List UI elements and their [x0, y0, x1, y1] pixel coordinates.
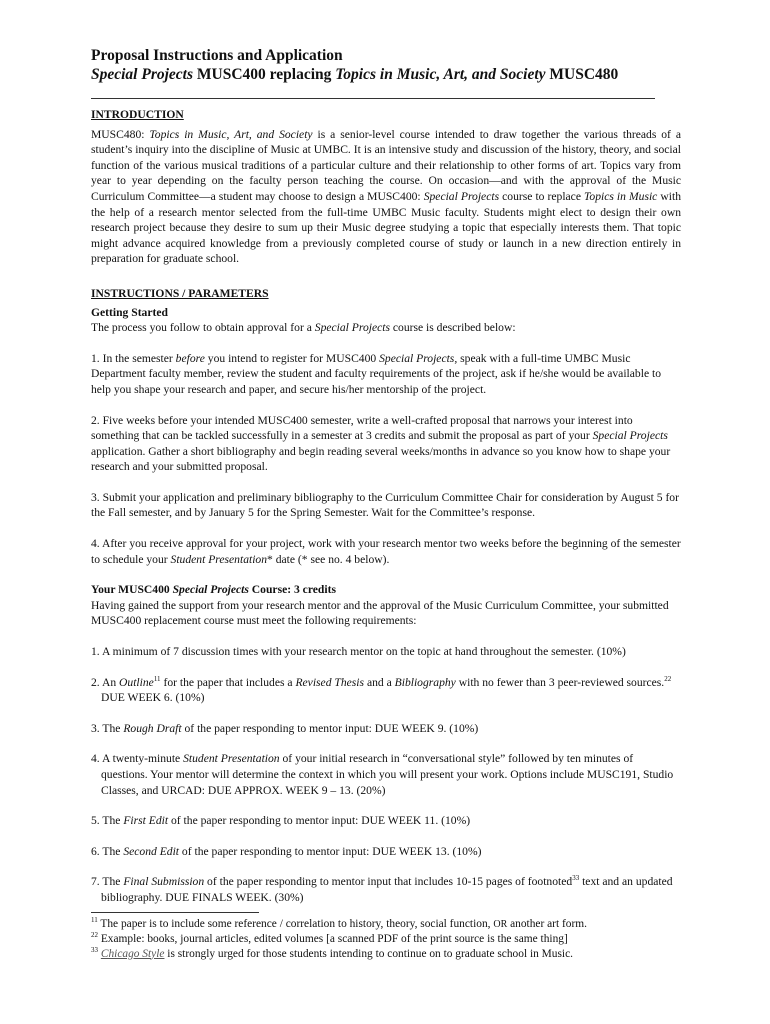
requirement-1: 1. A minimum of 7 discussion times with your research mentor on the topic at hand throughout the semester. (10%) [91, 645, 626, 659]
step-2: 2. Five weeks before your intended MUSC400 semester, write a well-crafted proposal that narrows your interest into something that can be tackled successfully in a semester at 3 credits and submit the proposal as part of your Special Projects application. Gather a short bibliography and begin reading several weeks/months in advance so you know how to shape your research and your submitted proposal. [91, 413, 671, 474]
intro-heading: INTRODUCTION [91, 108, 184, 121]
step-4: 4. After you receive approval for your project, work with your research mentor two weeks before the beginning of the semester to schedule your Student Presentation* date (* see no. 4 below). [91, 537, 681, 566]
requirement-4: 4. A twenty-minute Student Presentation of your initial research in “conversational style” followed by ten minutes of questions. Your mentor will determine the context in which you will present your work. Options include MUSC191, Studio Classes, and URCAD: DUE APPROX. WEEK 9 – 13. (20%) [91, 752, 674, 797]
title-divider [91, 98, 655, 99]
footnote-2: $^{22}$ Example: books, journal articles, edited volumes [a scanned PDF of the print source is the same thing] [91, 930, 568, 945]
course-intro: Having gained the support from your research mentor and the approval of the Music Curriculum Committee, your submitted MUSC400 replacement course must meet the following requirements: [91, 598, 669, 628]
footnote-divider [91, 912, 259, 913]
document-subtitle: Special Projects MUSC400 replacing Topics in Music, Art, and Society MUSC480 [91, 66, 619, 83]
requirement-6: 6. The Second Edit of the paper responding to mentor input: DUE WEEK 13. (10%) [91, 844, 482, 858]
requirement-7: 7. The Final Submission of the paper responding to mentor input that includes 10-15 pages of footnoted$^{33}$ text and an updated bibliography. DUE FINALS WEEK. (30%) [91, 874, 673, 904]
requirement-3: 3. The Rough Draft of the paper responding to mentor input: DUE WEEK 9. (10%) [91, 721, 479, 735]
step-3: 3. Submit your application and preliminary bibliography to the Curriculum Committee Chair for consideration by August 5 for the Fall semester, and by January 5 for the Spring Semester. Wait for the Committee’s response. [91, 490, 679, 520]
footnotes [91, 917, 681, 962]
footnote-3: $^{33}$ Chicago Style is strongly urged for those students intending to continue on to graduate school in Music. [91, 945, 573, 960]
document-title: Proposal Instructions and Application [91, 47, 343, 64]
intro-paragraph: MUSC480: Topics in Music, Art, and Society is a senior-level course intended to draw together the various threads of a student’s inquiry into the discipline of Music at UMBC. It is an intensive study and discussion of the history, theory, and social function of the various musical traditions of a particular culture and their relationship to other forms of art. Topics vary from year to year depending on the faculty person teaching the course. On occasion—and with the approval of the Music Curriculum Committee—a student may choose to design a MUSC400: Special Projects course to replace Topics in Music with the help of a research mentor selected from the full-time UMBC Music faculty. Students might elect to design their own research project because they desire to sum up their Music degree studying a topic that especially interests them. That topic might advance acquired knowledge from a previously completed course of study or launch in a new direction entirely in preparation for graduate school. [91, 127, 682, 266]
requirement-2: 2. An Outline$^{11}$ for the paper that includes a Revised Thesis and a Bibliography with no fewer than 3 peer-reviewed sources.$^{22}$ DUE WEEK 6. (10%) [91, 674, 672, 705]
footnote-1: $^{11}$ The paper is to include some reference / correlation to history, theory, social function, OR another art form. [91, 915, 587, 930]
getting-started-text: The process you follow to obtain approval for a Special Projects course is described below: [91, 321, 516, 335]
instructions-heading: INSTRUCTIONS / PARAMETERS [91, 286, 269, 300]
course-heading: Your MUSC400 Special Projects Course: 3 credits [91, 583, 336, 597]
document-page [91, 46, 681, 962]
getting-started-heading: Getting Started [91, 305, 168, 319]
step-1: 1. In the semester before you intend to register for MUSC400 Special Projects, speak with a full-time UMBC Music Department faculty member, review the student and faculty requirements of the project, ask if he/she would be available to help you shape your research and paper, and secure his/her mentorship of the project. [91, 351, 662, 396]
chicago-style-link[interactable]: Chicago Style [100, 947, 165, 960]
requirement-5: 5. The First Edit of the paper responding to mentor input: DUE WEEK 11. (10%) [91, 814, 471, 828]
